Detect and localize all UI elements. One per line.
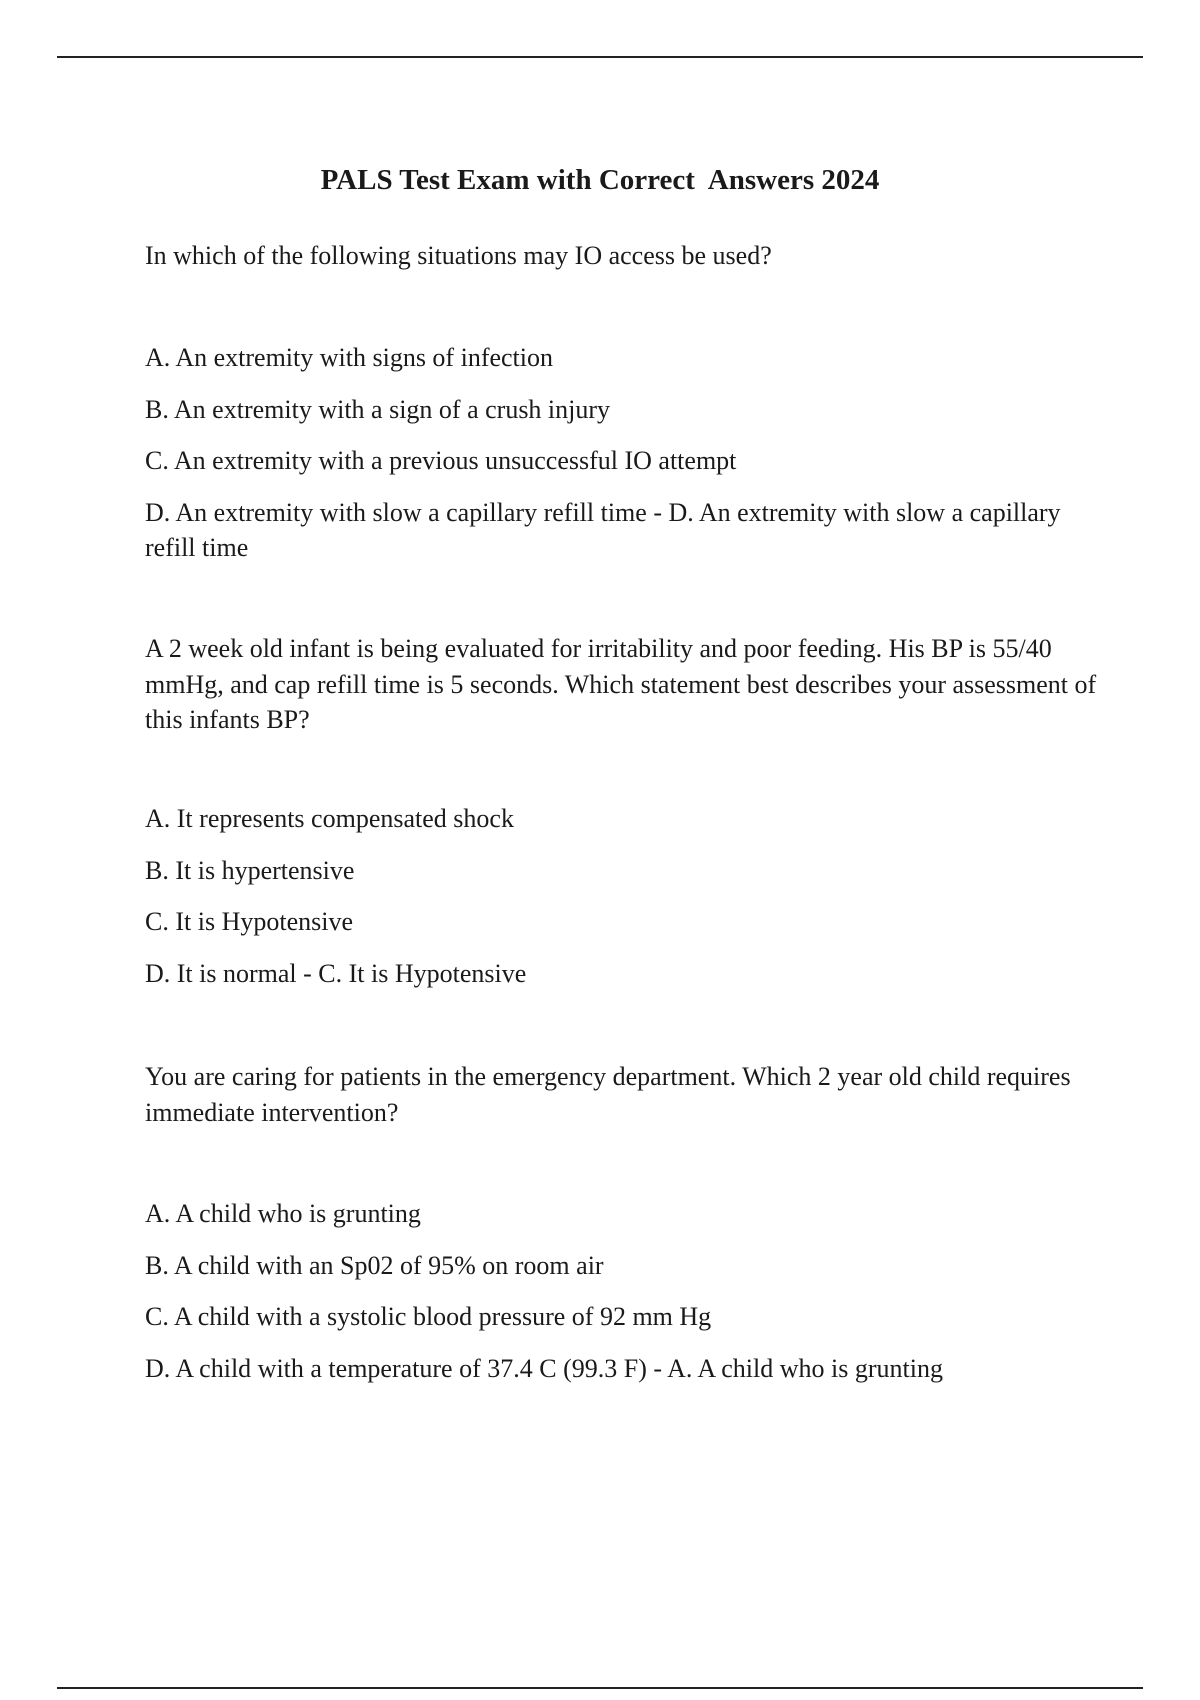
answer-option: D. It is normal - C. It is Hypotensive	[145, 958, 527, 988]
answer-option: B. A child with an Sp02 of 95% on room air	[145, 1250, 604, 1280]
question-1-options	[145, 340, 1100, 582]
question-2	[145, 631, 1100, 738]
answer-option: A. An extremity with signs of infection	[145, 343, 554, 372]
answer-option: D. A child with a temperature of 37.4 C (99.3 F) - A. A child who is grunting	[145, 1353, 943, 1383]
answer-option: B. An extremity with a sign of a crush injury	[145, 394, 611, 424]
answer-option: C. A child with a systolic blood pressure of 92 mm Hg	[145, 1302, 712, 1331]
question-stem: A 2 week old infant is being evaluated for irritability and poor feeding. His BP is 55/40 mmHg, and cap refill time is 5 seconds. Which statement best describes your assessment of this infants BP?	[145, 634, 1097, 734]
question-stem: You are caring for patients in the emergency department. Which 2 year old child requires immediate intervention?	[145, 1062, 1071, 1127]
answer-option: C. An extremity with a previous unsuccessful IO attempt	[145, 446, 737, 475]
answer-option: B. It is hypertensive	[145, 855, 355, 885]
top-rule	[57, 56, 1143, 58]
bottom-rule	[57, 1687, 1143, 1689]
question-stem: In which of the following situations may IO access be used?	[145, 241, 772, 270]
question-1	[145, 238, 1100, 274]
question-3	[145, 1059, 1100, 1130]
question-2-options	[145, 801, 1100, 1007]
answer-option: A. A child who is grunting	[145, 1199, 421, 1228]
question-3-options	[145, 1196, 1100, 1402]
answer-option: A. It represents compensated shock	[145, 804, 514, 833]
page-title: PALS Test Exam with Correct Answers 2024	[320, 164, 880, 197]
answer-option: D. An extremity with slow a capillary refill time - D. An extremity with slow a capillary refill time	[145, 497, 1061, 562]
answer-option: C. It is Hypotensive	[145, 907, 353, 936]
